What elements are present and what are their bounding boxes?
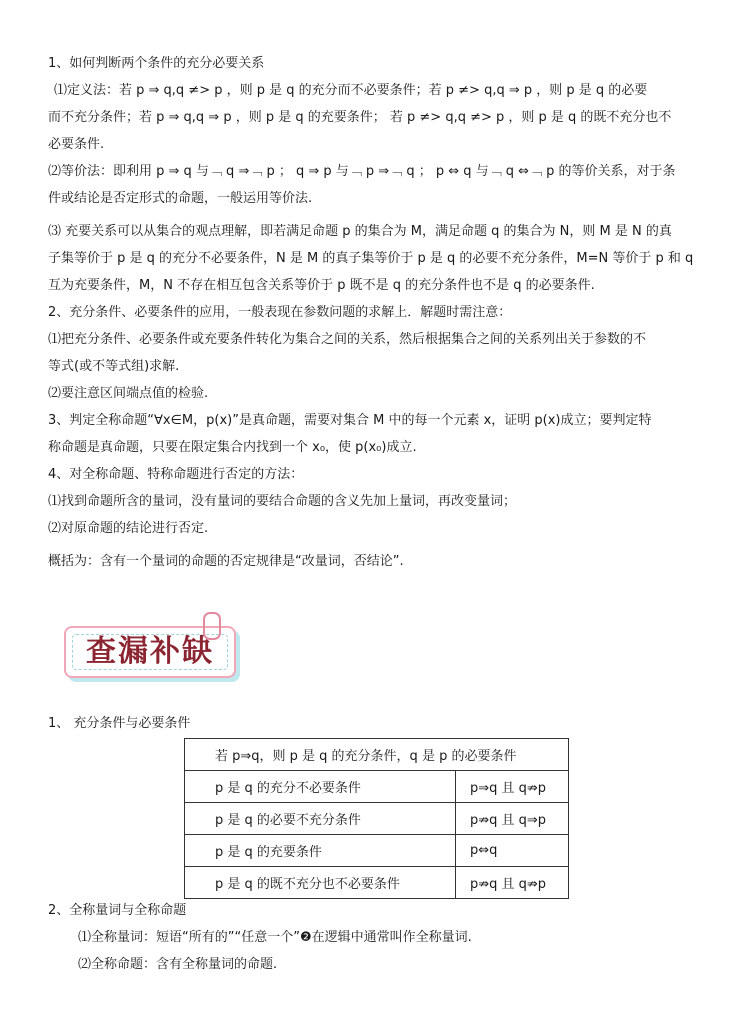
heading-3-line-2: 称命题是真命题，只要在限定集合内找到一个 x₀，使 p(x₀)成立. bbox=[48, 440, 417, 455]
conditions-heading: 1、 充分条件与必要条件 bbox=[48, 716, 191, 731]
table-cell-cond: p⇒q 且 q⇏p bbox=[456, 771, 569, 803]
definition-method-line-2: 而不充分条件；若 p ⇒ q,q ⇒ p ，则 p 是 q 的充要条件； 若 p ≠> q,q ≠> p ，则 p 是 q 的既不充分也不 bbox=[48, 110, 672, 125]
equivalence-method-line-1: ⑵等价法：即利用 p ⇒ q 与﹁ q ⇒﹁ p ； q ⇒ p 与﹁ p ⇒﹁ q ； p ⇔ q 与﹁ q ⇔﹁ p 的等价关系，对于条 bbox=[48, 164, 676, 179]
banner-title: 查漏补缺 bbox=[86, 634, 214, 669]
table-header-cell: 若 p⇒q，则 p 是 q 的充分条件，q 是 p 的必要条件 bbox=[185, 739, 569, 771]
table-cell-cond: p⇏q 且 q⇏p bbox=[456, 867, 569, 899]
table-cell-cond: p⇔q bbox=[456, 835, 569, 867]
table-row bbox=[185, 867, 569, 899]
table-row bbox=[185, 771, 569, 803]
section-judge-conditions bbox=[48, 50, 700, 575]
table-row bbox=[185, 835, 569, 867]
table-header-row bbox=[185, 739, 569, 771]
heading-2: 2、充分条件、必要条件的应用，一般表现在参数问题的求解上．解题时需注意： bbox=[48, 305, 512, 320]
negation-step-1: ⑴找到命题所含的量词，没有量词的要结合命题的含义先加上量词，再改变量词； bbox=[48, 494, 517, 509]
universal-heading: 2、全称量词与全称命题 bbox=[48, 903, 187, 918]
table-cell-desc: p 是 q 的必要不充分条件 bbox=[185, 803, 456, 835]
heading-4: 4、对全称命题、特称命题进行否定的方法： bbox=[48, 467, 304, 482]
table-row bbox=[185, 803, 569, 835]
heading-3-line-1: 3、判定全称命题“∀x∈M，p(x)”是真命题，需要对集合 M 中的每一个元素 x，证明 p(x)成立；要判定特 bbox=[48, 413, 652, 428]
section-conditions bbox=[48, 710, 700, 737]
universal-item-1: ⑴全称量词：短语“所有的”“任意一个”❷在逻辑中通常叫作全称量词. bbox=[78, 930, 472, 945]
negation-step-2: ⑵对原命题的结论进行否定. bbox=[48, 521, 209, 536]
conditions-table bbox=[184, 738, 569, 899]
set-view-line-1: ⑶ 充要关系可以从集合的观点理解，即若满足命题 p 的集合为 M，满足命题 q 的集合为 N，则 M 是 N 的真 bbox=[48, 224, 672, 239]
set-view-line-3: 互为充要条件，M，N 不存在相互包含关系等价于 p 既不是 q 的充分条件也不是 q 的必要条件. bbox=[48, 278, 595, 293]
definition-method-line-1: ⑴定义法：若 p ⇒ q,q ≠> p ，则 p 是 q 的充分而不必要条件；若 p ≠> q,q ⇒ p ，则 p 是 q 的必要 bbox=[54, 83, 648, 98]
table-cell-desc: p 是 q 的充要条件 bbox=[185, 835, 456, 867]
set-view-line-2: 子集等价于 p 是 q 的充分不必要条件，N 是 M 的真子集等价于 p 是 q 的必要不充分条件，M=N 等价于 p 和 q bbox=[48, 251, 694, 266]
summary: 概括为：含有一个量词的命题的否定规律是“改量词，否结论”. bbox=[48, 554, 404, 569]
table-cell-desc: p 是 q 的充分不必要条件 bbox=[185, 771, 456, 803]
equivalence-method-line-2: 件或结论是否定形式的命题，一般运用等价法. bbox=[48, 191, 313, 206]
heading-1: 1、如何判断两个条件的充分必要关系 bbox=[48, 56, 265, 71]
table-cell-cond: p⇏q 且 q⇒p bbox=[456, 803, 569, 835]
section-banner bbox=[58, 612, 240, 678]
universal-item-2: ⑵全称命题：含有全称量词的命题. bbox=[78, 957, 278, 972]
application-line-1: ⑴把充分条件、必要条件或充要条件转化为集合之间的关系，然后根据集合之间的关系列出关于参数的不 bbox=[48, 332, 647, 347]
application-line-2: 等式(或不等式组)求解. bbox=[48, 359, 180, 374]
definition-method-line-3: 必要条件. bbox=[48, 137, 105, 152]
section-universal-quantifier bbox=[48, 897, 700, 978]
table-cell-desc: p 是 q 的既不充分也不必要条件 bbox=[185, 867, 456, 899]
endpoint-check: ⑵要注意区间端点值的检验. bbox=[48, 386, 209, 401]
paper-clip-icon bbox=[203, 612, 221, 640]
